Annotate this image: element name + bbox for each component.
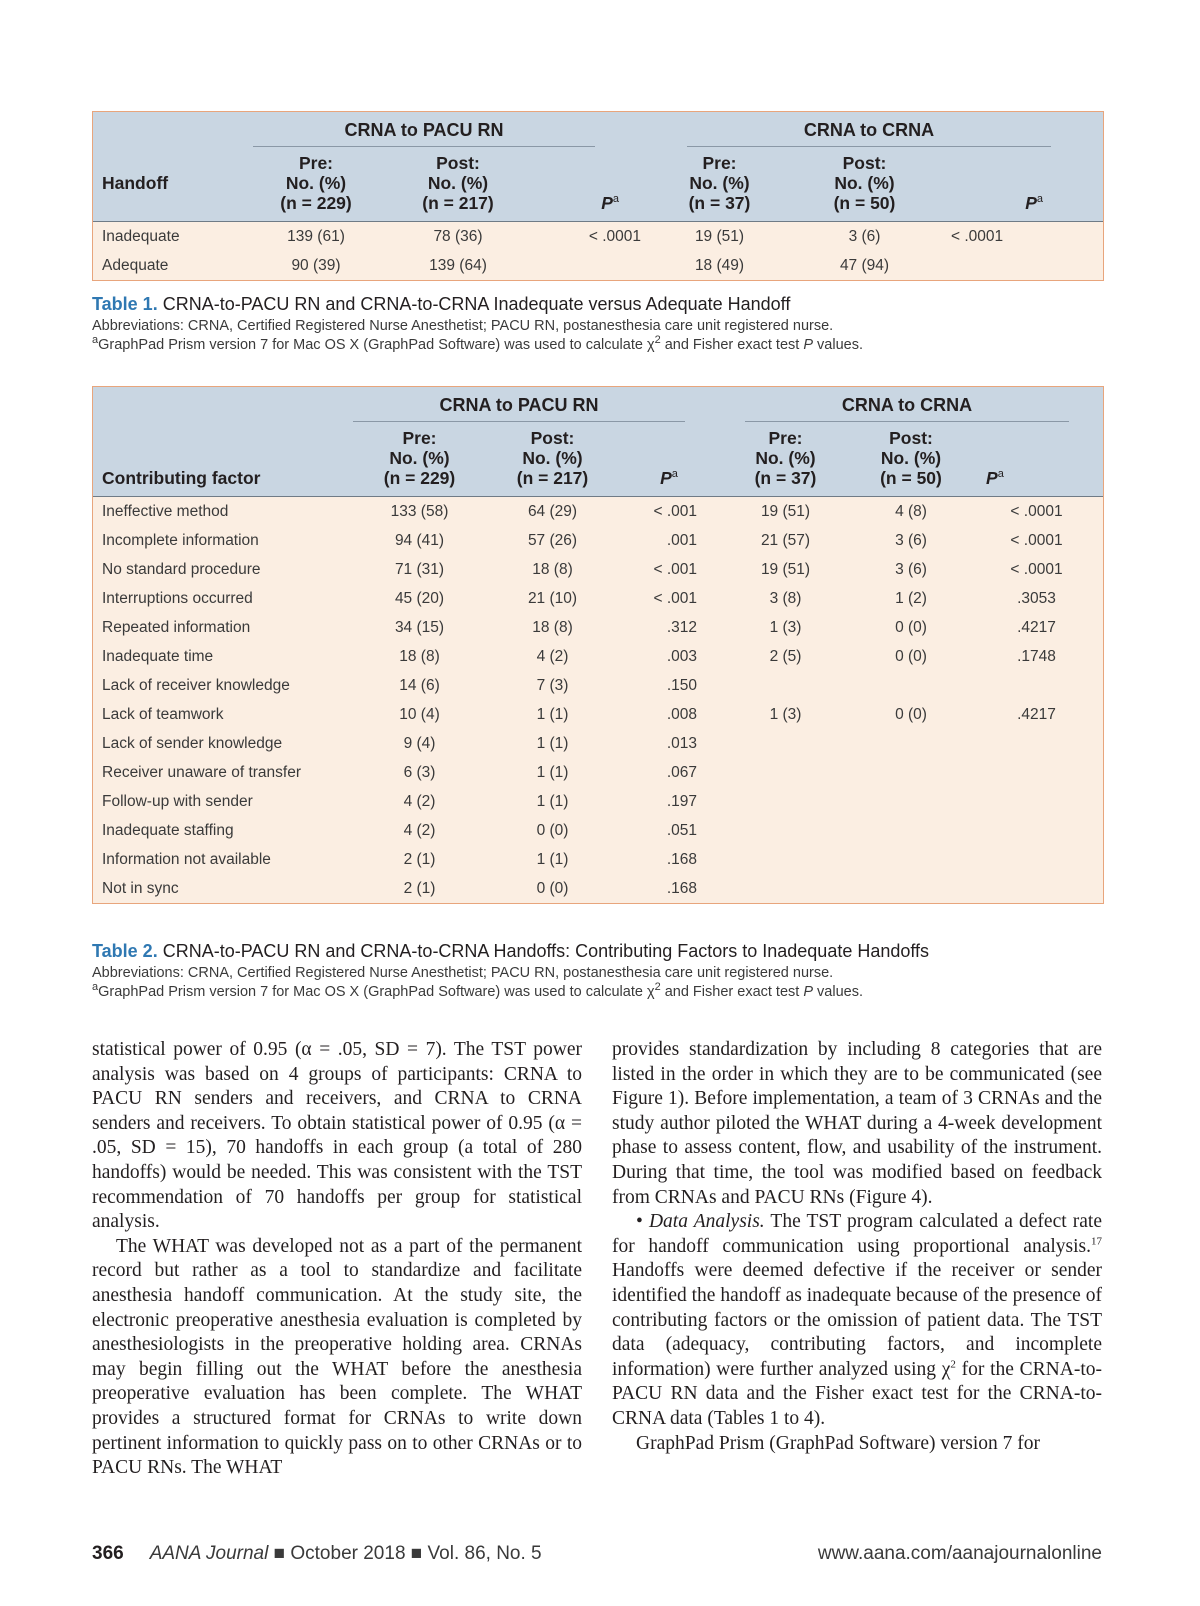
table-2-abbreviations: Abbreviations: CRNA, Certified Registered Nurse Anesthetist; PACU RN, postanesthesia care unit registered nurse. — [92, 965, 834, 981]
table-2 — [92, 386, 1104, 904]
journal-url: www.aana.com/aanajournalonline — [817, 1543, 1102, 1564]
cell-pre: 6 (3) — [403, 763, 436, 781]
table-row — [93, 642, 1103, 671]
issue-info: ■ October 2018 ■ Vol. 86, No. 5 — [268, 1543, 542, 1564]
cell-post: 57 (26) — [527, 531, 578, 549]
table-row — [93, 584, 1103, 613]
row-label: Adequate — [102, 256, 169, 274]
cell-pre: 19 (51) — [760, 502, 811, 520]
cell-pre: 2 (5) — [769, 647, 802, 665]
cell-p-value — [970, 845, 1103, 874]
cell-p-value: .3053 — [1017, 589, 1056, 607]
cell-post — [852, 845, 970, 874]
row-label: Not in sync — [102, 879, 179, 897]
cell-pre: 139 (61) — [287, 227, 345, 245]
cell-pre: 94 (41) — [394, 531, 445, 549]
cell-p-value: .312 — [666, 618, 697, 636]
cell-p-value: .150 — [666, 676, 697, 694]
row-label: Inadequate time — [102, 647, 214, 665]
cell-post: 1 (1) — [536, 850, 569, 868]
cell-p-value: .168 — [666, 850, 697, 868]
row-label: Lack of receiver knowledge — [102, 676, 290, 694]
row-label: Interruptions occurred — [102, 589, 253, 607]
column-header-contributing-factor: Contributing factor — [93, 428, 353, 497]
section-heading: Data Analysis. — [648, 1211, 765, 1233]
cell-pre: 10 (4) — [399, 705, 440, 723]
cell-post: 1 (1) — [536, 763, 569, 781]
row-label: Incomplete information — [102, 531, 259, 549]
cell-p-value: < .0001 — [951, 227, 1004, 245]
column-header-p: $P^a$ — [619, 428, 719, 497]
group-header-crna-pacu: CRNA to PACU RN — [253, 120, 595, 147]
cell-p-value: .1748 — [1017, 647, 1056, 665]
cell-pre — [719, 845, 852, 874]
cell-pre: 18 (49) — [694, 256, 745, 274]
row-label: Lack of sender knowledge — [102, 734, 283, 752]
table-row — [93, 613, 1103, 642]
cell-p-value: .003 — [666, 647, 697, 665]
table-1-abbreviations: Abbreviations: CRNA, Certified Registered Nurse Anesthetist; PACU RN, postanesthesia care unit registered nurse. — [92, 318, 834, 334]
cell-post: 3 (6) — [848, 227, 881, 245]
column-header-p: $P^a$ — [529, 153, 647, 222]
cell-pre: 21 (57) — [760, 531, 811, 549]
cell-pre: 133 (58) — [390, 502, 449, 520]
cell-p-value — [937, 251, 1103, 280]
cell-post: 0 (0) — [536, 821, 569, 839]
cell-p-value: < .0001 — [1010, 560, 1063, 578]
cell-post: 18 (8) — [532, 618, 573, 636]
cell-p-value: .013 — [666, 734, 697, 752]
paragraph: statistical power of 0.95 (α = .05, SD = 7). The TST power analysis was based on 4 groups of participants: CRNA to PACU RN senders and receivers, and CRNA to CRNA senders and receivers. To obtain statistical power of 0.95 (α = .05, SD = 15), 70 handoffs in each group (a total of 280 handoffs) would be needed. This was consistent with the TST recommendation of 70 handoffs per group for statistical analysis. — [92, 1039, 582, 1233]
cell-p-value: < .0001 — [1010, 531, 1063, 549]
cell-pre: 90 (39) — [291, 256, 341, 274]
cell-p-value: .4217 — [1017, 705, 1056, 723]
column-header-handoff: Handoff — [93, 153, 245, 222]
cell-pre: 14 (6) — [399, 676, 440, 694]
column-header-pre: Pre: No. (%) (n = 37) — [647, 153, 792, 222]
table-1-grid — [93, 112, 1103, 280]
page-footer — [92, 1543, 1102, 1567]
table-2-notes — [92, 964, 1102, 1002]
cell-pre — [719, 758, 852, 787]
body-column-left — [92, 1038, 582, 1481]
table-row — [93, 251, 1103, 280]
table-2-body — [93, 497, 1103, 904]
cell-post: 18 (8) — [532, 560, 573, 578]
cell-pre: 34 (15) — [394, 618, 445, 636]
cell-pre: 71 (31) — [394, 560, 445, 578]
cell-post: 1 (1) — [536, 734, 569, 752]
column-header-p: $P^a$ — [970, 428, 1103, 497]
cell-p-value: .067 — [666, 763, 697, 781]
table-2-grid — [93, 387, 1103, 903]
cell-p-value — [970, 874, 1103, 903]
paragraph: provides standardization by including 8 categories that are listed in the order in which they are to be communicated (see Figure 1). Before implementation, a team of 3 CRNAs and the study author piloted the WHAT during a 4-week development phase to assess content, flow, and usability of the instrument. During that time, the tool was modified based on feedback from CRNAs and PACU RNs (Figure 4). — [612, 1039, 1102, 1208]
row-label: Inadequate — [102, 227, 180, 245]
cell-post: 3 (6) — [895, 560, 927, 578]
cell-p-value — [970, 816, 1103, 845]
row-label: Repeated information — [102, 618, 251, 636]
row-label: No standard procedure — [102, 560, 261, 578]
row-label: Inadequate staffing — [102, 821, 234, 839]
paragraph: • Data Analysis. The TST program calculated a defect rate for handoff communication using proportional analysis.$^{17}$ Handoffs were deemed defective if the receiver or sender identified the handoff as inadequate because of the presence of contributing factors or the omission of patient data. The TST data (adequacy, contributing factors, and incomplete information) were further analyzed using $\chi^2$ for the CRNA-to-PACU RN data and the Fisher exact test for the CRNA-to-CRNA data (Tables 1 to 4). — [612, 1211, 1102, 1429]
group-header-crna-pacu: CRNA to PACU RN — [353, 395, 685, 422]
cell-post: 21 (10) — [527, 589, 578, 607]
cell-pre: 19 (51) — [760, 560, 811, 578]
cell-post: 4 (8) — [895, 502, 927, 520]
cell-post: 3 (6) — [895, 531, 927, 549]
table-row — [93, 874, 1103, 903]
page-number: 366 — [92, 1543, 124, 1564]
column-header-pre: Pre: No. (%) (n = 229) — [353, 428, 486, 497]
cell-p-value: < .0001 — [588, 227, 641, 245]
table-row — [93, 526, 1103, 555]
cell-post: 0 (0) — [895, 705, 927, 723]
table-2-caption: Table 2. CRNA-to-PACU RN and CRNA-to-CRNA Handoffs: Contributing Factors to Inadequate Handoffs — [92, 941, 930, 961]
cell-p-value: < .0001 — [1010, 502, 1063, 520]
column-header-post: Post: No. (%) (n = 50) — [852, 428, 970, 497]
row-label: Lack of teamwork — [102, 705, 224, 723]
column-header-post: Post: No. (%) (n = 217) — [387, 153, 529, 222]
cell-post: 7 (3) — [536, 676, 569, 694]
table-row — [93, 671, 1103, 700]
cell-post: 47 (94) — [839, 256, 890, 274]
cell-p-value: .008 — [666, 705, 697, 723]
cell-pre: 19 (51) — [694, 227, 745, 245]
cell-post: 64 (29) — [527, 502, 578, 520]
cell-post: 4 (2) — [536, 647, 569, 665]
cell-pre: 2 (1) — [403, 879, 436, 897]
table-row — [93, 816, 1103, 845]
cell-pre: 3 (8) — [769, 589, 802, 607]
cell-p-value: .197 — [666, 792, 697, 810]
cell-pre: 9 (4) — [403, 734, 436, 752]
cell-pre: 1 (3) — [769, 618, 802, 636]
cell-p-value — [970, 758, 1103, 787]
cell-p-value: < .001 — [653, 502, 697, 520]
column-header-pre: Pre: No. (%) (n = 37) — [719, 428, 852, 497]
table-1 — [92, 111, 1104, 281]
cell-pre — [719, 729, 852, 758]
cell-post: 139 (64) — [429, 256, 487, 274]
cell-post — [852, 758, 970, 787]
table-1-footnote: $^a$GraphPad Prism version 7 for Mac OS X (GraphPad Software) was used to calculate $\chi^2$ and Fisher exact test P values. — [92, 334, 863, 353]
cell-p-value: .051 — [666, 821, 697, 839]
table-2-footnote: $^a$GraphPad Prism version 7 for Mac OS X (GraphPad Software) was used to calculate $\chi^2$ and Fisher exact test P values. — [92, 981, 863, 1000]
column-header-post: Post: No. (%) (n = 217) — [486, 428, 619, 497]
cell-p-value: < .001 — [653, 560, 697, 578]
cell-pre: 18 (8) — [399, 647, 440, 665]
paragraph: GraphPad Prism (GraphPad Software) version 7 for — [636, 1432, 1040, 1454]
cell-pre: 1 (3) — [769, 705, 802, 723]
cell-post: 0 (0) — [536, 879, 569, 897]
cell-post: 1 (1) — [536, 792, 569, 810]
cell-post: 1 (2) — [895, 589, 927, 607]
table-row — [93, 700, 1103, 729]
group-header-crna-crna: CRNA to CRNA — [745, 395, 1069, 422]
cell-p-value — [970, 787, 1103, 816]
cell-p-value — [529, 251, 647, 280]
cell-p-value: .4217 — [1017, 618, 1056, 636]
row-label: Follow-up with sender — [102, 792, 253, 810]
cell-pre: 45 (20) — [394, 589, 445, 607]
table-row — [93, 555, 1103, 584]
table-row — [93, 497, 1103, 527]
cell-pre — [719, 816, 852, 845]
table-row — [93, 787, 1103, 816]
row-label: Ineffective method — [102, 502, 229, 520]
cell-p-value — [970, 729, 1103, 758]
cell-post — [852, 816, 970, 845]
cell-pre — [719, 671, 852, 700]
group-header-crna-crna: CRNA to CRNA — [687, 120, 1051, 147]
cell-pre: 4 (2) — [403, 792, 436, 810]
row-label: Receiver unaware of transfer — [102, 763, 302, 781]
cell-p-value: .168 — [666, 879, 697, 897]
cell-pre — [719, 787, 852, 816]
table-row — [93, 845, 1103, 874]
column-header-p: $P^a$ — [937, 153, 1103, 222]
cell-post — [852, 671, 970, 700]
table-row — [93, 222, 1103, 252]
cell-p-value: < .001 — [653, 589, 697, 607]
cell-p-value: .001 — [666, 531, 697, 549]
cell-post: 78 (36) — [433, 227, 483, 245]
cell-post: 0 (0) — [895, 618, 927, 636]
cell-pre: 4 (2) — [403, 821, 436, 839]
cell-p-value — [970, 671, 1103, 700]
table-1-notes — [92, 317, 1102, 355]
body-column-right — [612, 1038, 1102, 1456]
cell-post — [852, 874, 970, 903]
paragraph: The WHAT was developed not as a part of the permanent record but rather as a tool to standardize and facilitate anesthesia handoff communication. At the study site, the electronic preoperative anesthesia evaluation is completed by anesthesiologists in the preoperative holding area. CRNAs may begin filling out the WHAT before the anesthesia preoperative evaluation has been complete. The WHAT provides a structured format for CRNAs to write down pertinent information to quickly pass on to other CRNAs or to PACU RNs. The WHAT — [92, 1235, 582, 1479]
table-row — [93, 729, 1103, 758]
column-header-pre: Pre: No. (%) (n = 229) — [245, 153, 387, 222]
cell-post — [852, 787, 970, 816]
cell-post — [852, 729, 970, 758]
column-header-post: Post: No. (%) (n = 50) — [792, 153, 937, 222]
table-1-caption: Table 1. CRNA-to-PACU RN and CRNA-to-CRNA Inadequate versus Adequate Handoff — [92, 294, 791, 314]
cell-pre — [719, 874, 852, 903]
table-1-body — [93, 222, 1103, 281]
cell-pre: 2 (1) — [403, 850, 436, 868]
row-label: Information not available — [102, 850, 271, 868]
table-row — [93, 758, 1103, 787]
cell-post: 1 (1) — [536, 705, 569, 723]
cell-post: 0 (0) — [895, 647, 927, 665]
journal-name: AANA Journal — [149, 1543, 269, 1564]
